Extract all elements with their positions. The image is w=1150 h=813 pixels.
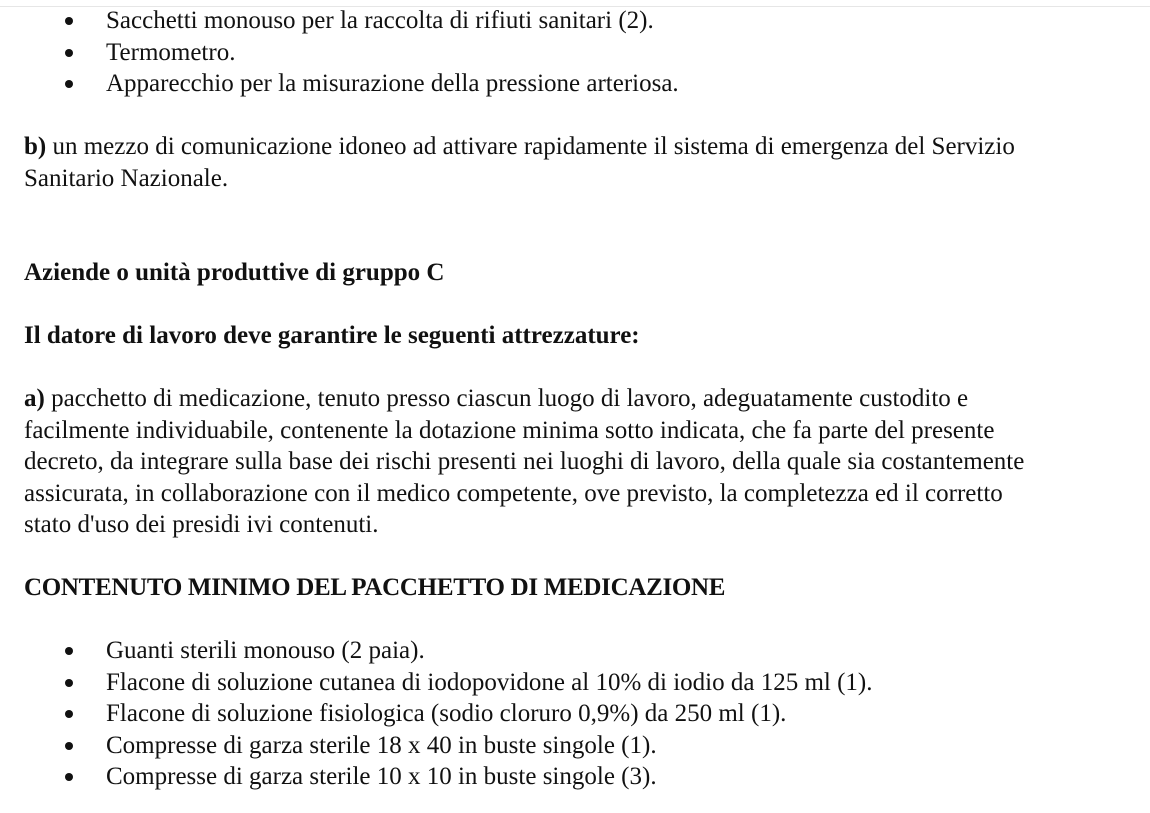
list-item: Flacone di soluzione cutanea di iodopovidone al 10% di iodio da 125 ml (1).	[106, 667, 1134, 699]
list-item: Apparecchio per la misurazione della pressione arteriosa.	[106, 68, 1134, 100]
list-item: Compresse di garza sterile 18 x 40 in buste singole (1).	[106, 730, 1134, 762]
kit-contents-list	[24, 635, 1134, 793]
bullet-icon	[65, 80, 73, 88]
list-item: Termometro.	[106, 37, 1134, 69]
section-heading-group-c: Aziende o unità produttive di gruppo C	[24, 259, 445, 286]
bullet-icon	[65, 647, 73, 655]
section-heading-equipment: Il datore di lavoro deve garantire le seguenti attrezzature:	[24, 322, 640, 349]
list-item: Sacchetti monouso per la raccolta di rifiuti sanitari (2).	[106, 5, 1134, 37]
list-item: Compresse di garza sterile 10 x 10 in buste singole (3).	[106, 761, 1134, 793]
paragraph-b-label: b)	[24, 133, 47, 160]
paragraph-a-label: a)	[24, 385, 45, 412]
bullet-icon	[65, 742, 73, 750]
document-body	[24, 5, 1134, 793]
bullet-icon	[65, 679, 73, 687]
bullet-icon	[65, 49, 73, 57]
list-item: Flacone di soluzione fisiologica (sodio cloruro 0,9%) da 250 ml (1).	[106, 698, 1134, 730]
bullet-icon	[65, 773, 73, 781]
list-item: Guanti sterili monouso (2 paia).	[106, 635, 1134, 667]
bullet-icon	[65, 17, 73, 25]
section-heading-kit-contents: CONTENUTO MINIMO DEL PACCHETTO DI MEDICAZIONE	[24, 574, 726, 601]
paragraph-b: b) un mezzo di comunicazione idoneo ad attivare rapidamente il sistema di emergenza del Servizio Sanitario Nazionale.	[24, 133, 1015, 192]
bullet-icon	[65, 710, 73, 718]
paragraph-a: a) pacchetto di medicazione, tenuto presso ciascun luogo di lavoro, adeguatamente custodito e facilmente individuabile, contenente la dotazione minima sotto indicata, che fa parte del presente decreto, da integrare sulla base dei rischi presenti nei luoghi di lavoro, della quale sia costantemente assicurata, in collaborazione con il medico competente, ove previsto, la completezza ed il corretto stato d'uso dei presidi ivi contenuti.	[24, 385, 1025, 538]
top-bullet-list	[24, 5, 1134, 100]
